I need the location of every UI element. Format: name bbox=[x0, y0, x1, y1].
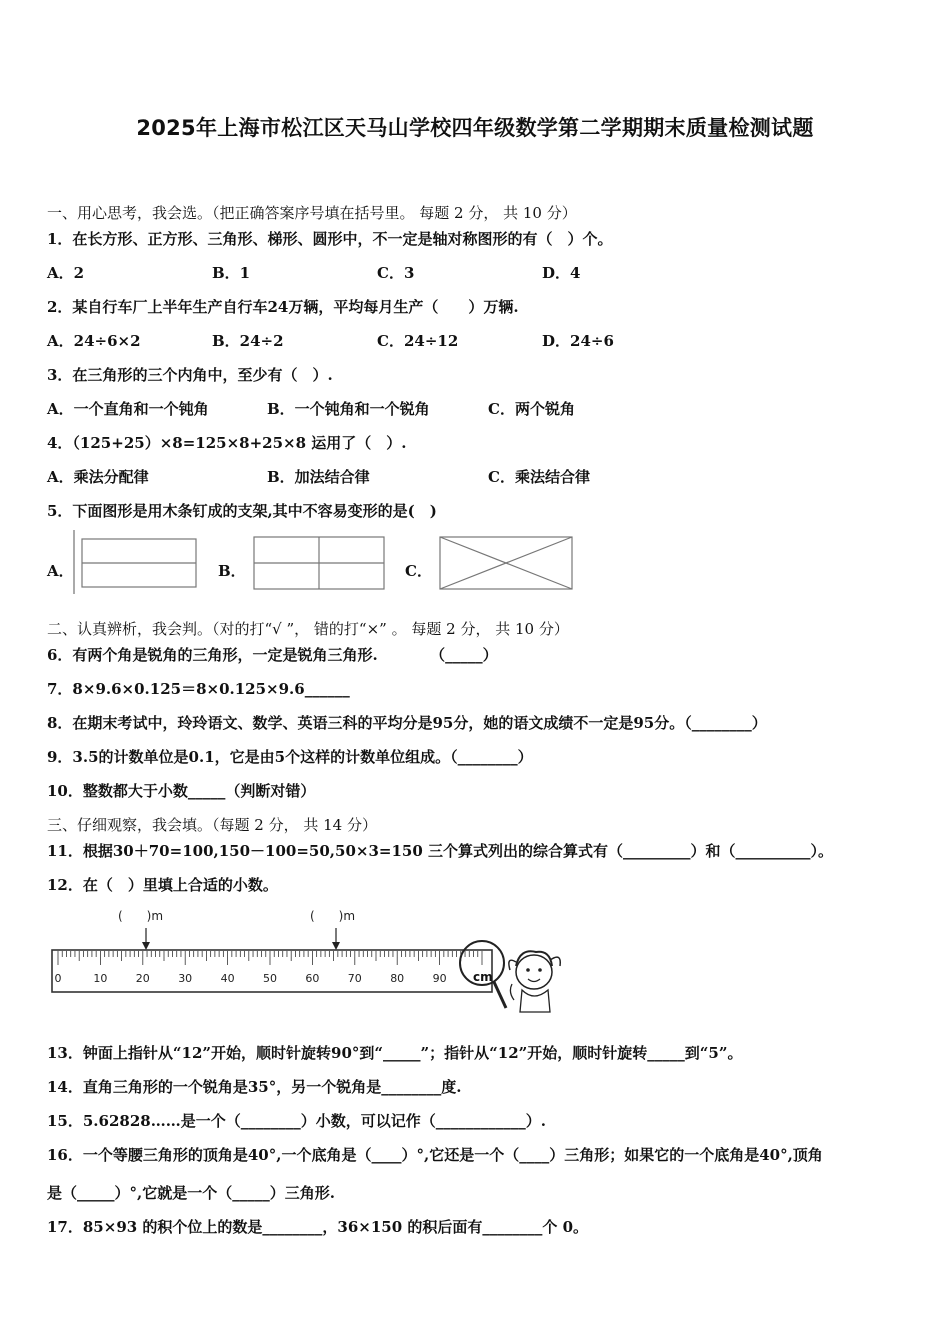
q4-option-a: A．乘法分配律 bbox=[47, 468, 149, 486]
ruler-tick-label: 60 bbox=[305, 972, 320, 985]
frame-a-figure bbox=[70, 530, 200, 596]
magnifier-handle bbox=[494, 982, 506, 1008]
question-5: 5．下面图形是用木条钉成的支架,其中不容易变形的是( ) bbox=[47, 502, 437, 520]
question-7: 7．8×9.6×0.125＝8×0.125×9.6______ bbox=[47, 680, 350, 698]
question-16-line-1: 16．一个等腰三角形的顶角是40°,一个底角是（____）°,它还是一个（____）三角形；如果它的一个底角是40°,顶角 bbox=[47, 1146, 823, 1164]
section-2-header: 二、认真辨析，我会判。（对的打“√ ”， 错的打“×” 。 每题 2 分， 共 10 分） bbox=[47, 620, 569, 638]
ruler-tick-label: 10 bbox=[93, 972, 108, 985]
q1-option-c: C．3 bbox=[377, 264, 415, 282]
q4-option-c: C．乘法结合律 bbox=[488, 468, 590, 486]
q3-option-a: A．一个直角和一个钝角 bbox=[47, 400, 209, 418]
q5-option-a: A． bbox=[47, 562, 74, 580]
ruler-figure bbox=[48, 904, 568, 1022]
section-3-header: 三、仔细观察，我会填。（每题 2 分， 共 14 分） bbox=[47, 816, 377, 834]
question-1: 1．在长方形、正方形、三角形、梯形、圆形中，不一定是轴对称图形的有（ ）个。 bbox=[47, 230, 613, 248]
q1-option-d: D．4 bbox=[542, 264, 581, 282]
q2-option-a: A．24÷6×2 bbox=[47, 332, 141, 350]
q2-option-d: D．24÷6 bbox=[542, 332, 614, 350]
question-13: 13．钟面上指针从“12”开始，顺时针旋转90°到“_____”；指针从“12”开始，顺时针旋转_____到“5”。 bbox=[47, 1044, 743, 1062]
question-2: 2．某自行车厂上半年生产自行车24万辆，平均每月生产（ ）万辆. bbox=[47, 298, 519, 316]
q3-option-b: B．一个钝角和一个锐角 bbox=[267, 400, 430, 418]
question-3: 3．在三角形的三个内角中，至少有（ ）. bbox=[47, 366, 333, 384]
q3-option-c: C．两个锐角 bbox=[488, 400, 575, 418]
ruler-tick-label: 90 bbox=[432, 972, 447, 985]
question-9: 9．3.5的计数单位是0.1，它是由5个这样的计数单位组成。（________） bbox=[47, 748, 533, 766]
q1-option-b: B．1 bbox=[212, 264, 251, 282]
ruler-tick-label: 50 bbox=[263, 972, 277, 985]
frame-c-figure bbox=[436, 530, 576, 596]
question-6: 6．有两个角是锐角的三角形，一定是锐角三角形. （_____） bbox=[47, 646, 498, 664]
question-17: 17．85×93 的积个位上的数是________，36×150 的积后面有________个 0。 bbox=[47, 1218, 589, 1236]
ruler-tick-label: 40 bbox=[220, 972, 235, 985]
q5-option-b: B． bbox=[218, 562, 246, 580]
ruler-label-left: ( )m bbox=[118, 909, 164, 923]
girl-cartoon-icon bbox=[509, 951, 560, 1012]
q1-option-a: A．2 bbox=[47, 264, 85, 282]
frame-b-figure bbox=[250, 530, 390, 596]
ruler-tick-label: 30 bbox=[178, 972, 193, 985]
question-12: 12．在（ ）里填上合适的小数。 bbox=[47, 876, 278, 894]
ruler-tick-label: 20 bbox=[135, 972, 150, 985]
question-15: 15．5.62828……是一个（________）小数，可以记作（____________）. bbox=[47, 1112, 546, 1130]
arrow-left-head bbox=[142, 942, 150, 950]
question-10: 10．整数都大于小数_____（判断对错） bbox=[47, 782, 316, 800]
arrow-right-head bbox=[332, 942, 340, 950]
ruler-tick-label: 80 bbox=[390, 972, 405, 985]
page-title: 2025年上海市松江区天马山学校四年级数学第二学期期末质量检测试题 bbox=[136, 116, 814, 140]
question-14: 14．直角三角形的一个锐角是35°，另一个锐角是________度. bbox=[47, 1078, 462, 1096]
q5-option-c: C． bbox=[405, 562, 432, 580]
ruler-body bbox=[52, 950, 492, 992]
question-16-line-2: 是（_____）°,它就是一个（_____）三角形. bbox=[47, 1184, 335, 1202]
question-8: 8．在期末考试中，玲玲语文、数学、英语三科的平均分是95分，她的语文成绩不一定是95分。（________） bbox=[47, 714, 767, 732]
question-11: 11．根据30＋70=100,150－100=50,50×3=150 三个算式列出的综合算式有（_________）和（__________）。 bbox=[47, 842, 833, 860]
ruler-label-right: ( )m bbox=[310, 909, 356, 923]
q2-option-b: B．24÷2 bbox=[212, 332, 284, 350]
q4-option-b: B．加法结合律 bbox=[267, 468, 370, 486]
question-4: 4．（125+25）×8=125×8+25×8 运用了（ ）. bbox=[47, 434, 407, 452]
ruler-tick-label: 70 bbox=[347, 972, 362, 985]
q2-option-c: C．24÷12 bbox=[377, 332, 459, 350]
section-1-header: 一、用心思考，我会选。（把正确答案序号填在括号里。 每题 2 分， 共 10 分） bbox=[47, 204, 577, 222]
ruler-unit: cm bbox=[473, 970, 493, 984]
ruler-tick-label: 0 bbox=[54, 972, 62, 985]
